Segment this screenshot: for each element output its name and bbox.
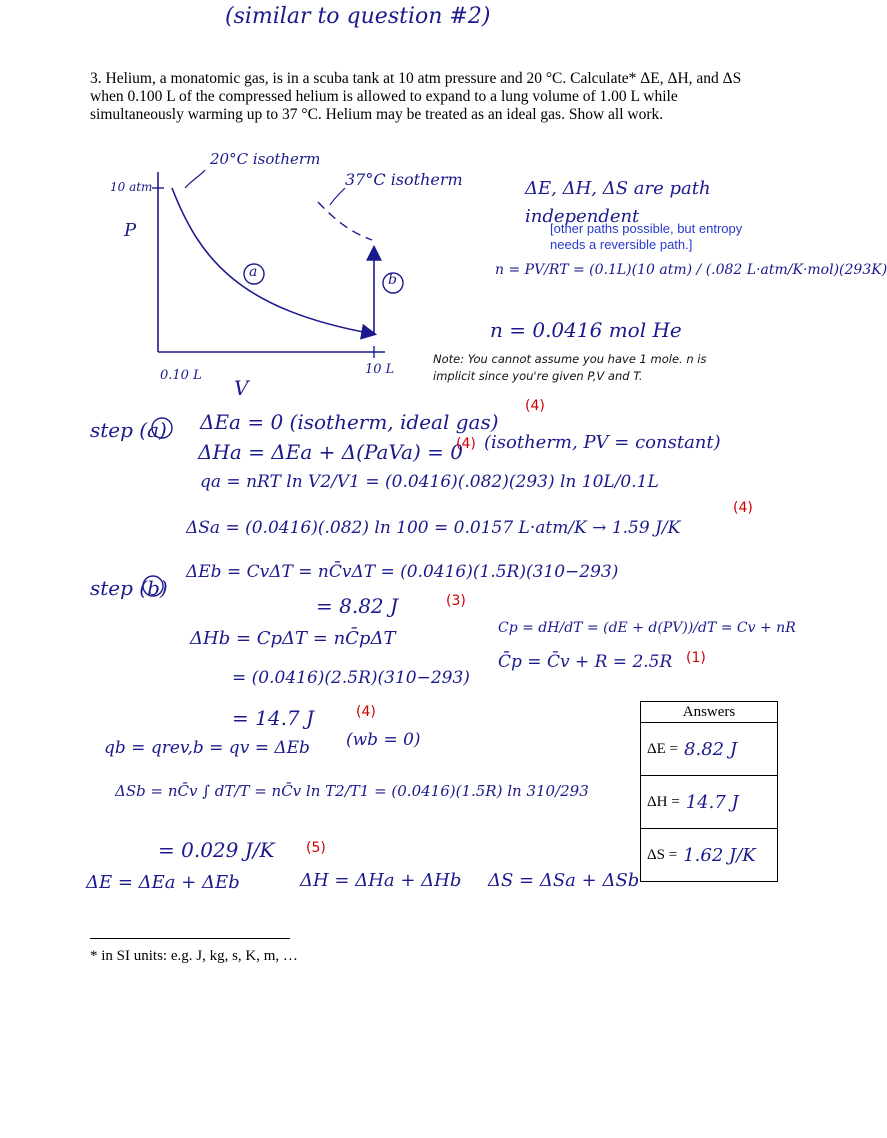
p-tick-label: 10 atm bbox=[110, 180, 153, 194]
step-a-points-2: (4) bbox=[456, 436, 476, 452]
p-axis-label: P bbox=[124, 220, 137, 241]
n-formula: n = PV/RT = (0.1L)(10 atm) / (.082 L·atm/K·mol)(293K) bbox=[495, 262, 887, 278]
v-tick-right-label: 10 L bbox=[365, 362, 395, 377]
total-dH: ΔH = ΔHa + ΔHb bbox=[300, 870, 462, 891]
footnote-rule bbox=[90, 938, 290, 939]
answers-box bbox=[640, 701, 778, 882]
path-a-label: a bbox=[249, 264, 258, 280]
isotherm-20-curve bbox=[172, 188, 374, 334]
step-a-line-2: ΔHa = ΔEa + Δ(PaVa) = 0 bbox=[198, 440, 463, 464]
total-dS: ΔS = ΔSa + ΔSb bbox=[488, 870, 640, 891]
footnote: * in SI units: e.g. J, kg, s, K, m, … bbox=[90, 948, 298, 964]
cp-relation-2: C̄p = C̄v + R = 2.5R bbox=[498, 652, 673, 672]
step-a-label: step (a) bbox=[90, 418, 167, 442]
step-b-line-6b: (wb = 0) bbox=[346, 730, 421, 750]
step-b-label: step (b) bbox=[90, 576, 168, 600]
step-b-points-8: (5) bbox=[306, 840, 326, 856]
total-dE: ΔE = ΔEa + ΔEb bbox=[86, 872, 240, 893]
answer-dE-label: ΔE = bbox=[647, 740, 679, 757]
step-a-line-4: ΔSa = (0.0416)(.082) ln 100 = 0.0157 L·atm/K → 1.59 J/K bbox=[186, 518, 681, 538]
answer-dE-value: 8.82 J bbox=[684, 738, 738, 760]
step-b-line-6: qb = qrev,b = qv = ΔEb bbox=[104, 738, 310, 758]
step-b-line-1: ΔEb = CvΔT = nC̄vΔT = (0.0416)(1.5R)(310−293) bbox=[186, 562, 619, 582]
step-b-points-2: (3) bbox=[446, 593, 466, 609]
cp-points: (1) bbox=[686, 650, 706, 666]
v-axis-label: V bbox=[234, 376, 249, 400]
step-b-line-8: = 0.029 J/K bbox=[158, 838, 275, 862]
path-independent-note: ΔE, ΔH, ΔS are path independent bbox=[525, 178, 711, 227]
step-a-points-1: (4) bbox=[525, 398, 545, 414]
n-result: n = 0.0416 mol He bbox=[490, 318, 682, 342]
step-a-line-3: qa = nRT ln V2/V1 = (0.0416)(.082)(293) ln 10L/0.1L bbox=[200, 472, 659, 492]
step-b-line-5: = 14.7 J bbox=[232, 706, 315, 730]
answer-dH-label: ΔH = bbox=[647, 793, 680, 810]
step-b-points-5: (4) bbox=[356, 704, 376, 720]
v-tick-left-label: 0.10 L bbox=[160, 368, 202, 383]
step-a-points-4: (4) bbox=[733, 500, 753, 516]
step-a-line-2b: (isotherm, PV = constant) bbox=[484, 432, 721, 453]
answer-dS-label: ΔS = bbox=[647, 846, 678, 863]
blue-note-line-2: needs a reversible path.] bbox=[550, 237, 693, 252]
blue-note-line-1: [other paths possible, but entropy bbox=[550, 221, 743, 236]
step-b-line-2: = 8.82 J bbox=[316, 594, 399, 618]
page-header: (similar to question #2) bbox=[225, 4, 491, 29]
isotherm-20-label: 20°C isotherm bbox=[210, 150, 321, 168]
answer-dH-value: 14.7 J bbox=[685, 791, 739, 813]
path-b-label: b bbox=[388, 272, 397, 288]
answer-dE-row bbox=[641, 723, 777, 776]
step-a-line-1: ΔEa = 0 (isotherm, ideal gas) bbox=[200, 410, 499, 434]
mole-note-line-2: implicit since you're given P,V and T. bbox=[433, 369, 643, 383]
answer-dS-row bbox=[641, 829, 777, 881]
isotherm-37-curve bbox=[318, 202, 372, 240]
answer-dH-row bbox=[641, 776, 777, 829]
cp-relation-1: Cp = dH/dT = (dE + d(PV))/dT = Cv + nR bbox=[498, 620, 796, 636]
problem-statement: 3. Helium, a monatomic gas, is in a scuba tank at 10 atm pressure and 20 °C. Calculate* ΔE, ΔH, and ΔS when 0.100 L of the compressed helium is allowed to expand to a lung volume of 1.00 L while simultaneously warming up to 37 °C. Helium may be treated as an ideal gas. Show all work. bbox=[90, 70, 742, 123]
isotherm-37-label: 37°C isotherm bbox=[345, 170, 463, 189]
step-b-line-3: ΔHb = CpΔT = nC̄pΔT bbox=[190, 628, 396, 649]
mole-note-line-1: Note: You cannot assume you have 1 mole. n is bbox=[433, 352, 707, 366]
answers-title: Answers bbox=[641, 702, 777, 723]
step-b-line-7: ΔSb = nC̄v ∫ dT/T = nC̄v ln T2/T1 = (0.0416)(1.5R) ln 310/293 bbox=[115, 782, 589, 800]
answer-dS-value: 1.62 J/K bbox=[683, 844, 756, 866]
step-b-line-4: = (0.0416)(2.5R)(310−293) bbox=[232, 668, 470, 688]
